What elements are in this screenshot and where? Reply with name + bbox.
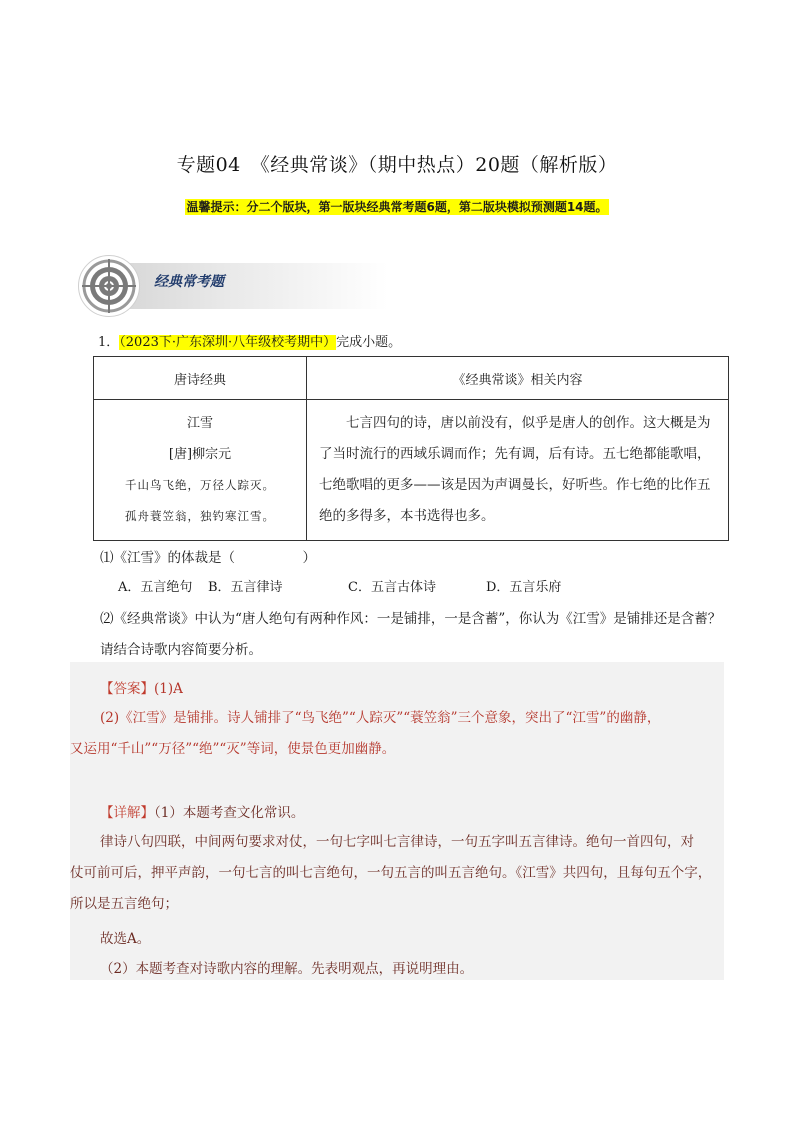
section-label: 经典常考题 [154, 274, 224, 290]
answer-part-1: (1)A [154, 681, 183, 697]
sub-question-2: ⑵《经典常谈》中认为“唐人绝句有两种作风：一是铺排，一是含蓄”，你认为《江雪》是铺排还是含蓄？请结合诗歌内容简要分析。 [100, 611, 722, 658]
poem-table [93, 356, 729, 541]
table-header-content: 《经典常谈》相关内容 [307, 357, 729, 400]
detail-line-6: （2）本题考查对诗歌内容的理解。先表明观点，再说明理由。 [100, 961, 474, 977]
poem-author: [唐]柳宗元 [168, 447, 232, 462]
question-number: 1． [98, 335, 120, 350]
answer-label: 【答案】 [100, 681, 154, 697]
page-title: 专题04 《经典常谈》（期中热点）20题（解析版） [176, 154, 618, 176]
detail-line-1 [100, 801, 304, 821]
detail-part-1: （1）本题考查文化常识。 [154, 805, 305, 821]
question-source: （2023下·广东深圳·八年级校考期中） [119, 335, 337, 350]
option-d: D．五言乐府 [486, 580, 562, 595]
option-b: B．五言律诗 [208, 580, 283, 595]
poem-title: 江雪 [186, 416, 213, 431]
option-c: C．五言古体诗 [348, 580, 436, 595]
question-instruction: 完成小题。 [336, 335, 402, 350]
poem-line-1: 千山鸟飞绝，万径人踪灭。 [125, 478, 275, 492]
detail-line-4: 所以是五言绝句； [70, 896, 178, 912]
answer-part-2-cont: 又运用“千山”“万径”“绝”“灭”等词，使景色更加幽静。 [70, 741, 396, 757]
section-header [78, 255, 398, 315]
answer-line-1 [100, 677, 183, 697]
detail-label: 【详解】 [100, 805, 154, 821]
tip-text: 温馨提示：分二个版块，第一版块经典常考题6题，第二版块模拟预测题14题。 [186, 200, 608, 214]
table-header-poem: 唐诗经典 [94, 357, 307, 400]
poem-cell [94, 400, 307, 541]
answer-part-2: (2)《江雪》是铺排。诗人铺排了“鸟飞绝”“人踪灭”“蓑笠翁”三个意象，突出了“江雪”的幽静， [100, 710, 661, 726]
option-a: A．五言绝句 [118, 580, 193, 595]
detail-line-3: 仗可前可后，押平声韵，一句七言的叫七言绝句，一句五言的叫五言绝句。《江雪》共四句，且每句五个字， [70, 865, 712, 881]
question-1 [98, 331, 401, 350]
poem-line-2: 孤舟蓑笠翁，独钓寒江雪。 [125, 509, 275, 523]
tip-banner [0, 198, 794, 215]
content-cell: 七言四句的诗，唐以前没有，似乎是唐人的创作。这大概是为了当时流行的西域乐调而作；先有调，后有诗。五七绝都能歌唱，七绝歌唱的更多——该是因为声调曼长，好听些。作七绝的比作五绝的多得多，本书选得也多。 [307, 400, 729, 541]
detail-line-5: 故选A。 [100, 931, 151, 947]
section-band [108, 263, 388, 309]
target-icon [78, 255, 140, 317]
sub-question-1: ⑴《江雪》的体裁是（ ） [100, 550, 316, 566]
detail-line-2: 律诗八句四联，中间两句要求对仗，一句七字叫七言律诗，一句五字叫五言律诗。绝句一首四句，对 [100, 834, 694, 850]
